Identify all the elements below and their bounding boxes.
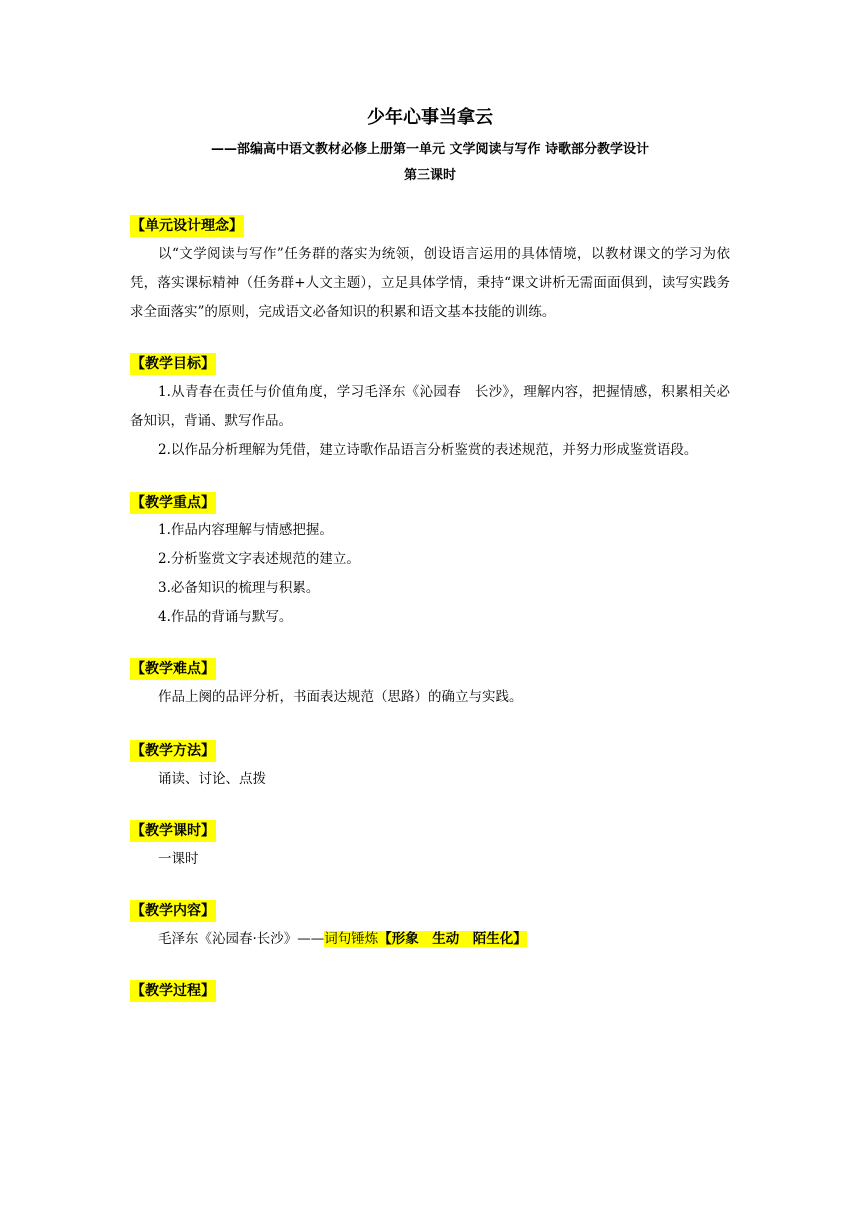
section-heading-hours: 【教学课时】 — [130, 820, 216, 842]
concept-paragraph: 以“文学阅读与写作”任务群的落实为统领，创设语言运用的具体情境，以教材课文的学习为依凭，落实课标精神（任务群+人文主题），立足具体学情，秉持“课文讲析无需面面俱到，读写实践务求全面落实”的原则，完成语文必备知识的积累和语文基本技能的训练。 — [130, 246, 730, 320]
content-paragraph — [130, 925, 730, 954]
content-text-highlight: 词句锤炼 — [324, 931, 379, 947]
section-difficulties — [130, 658, 730, 712]
section-heading-difficulties: 【教学难点】 — [130, 658, 216, 680]
difficulties-paragraph: 作品上阕的品评分析，书面表达规范（思路）的确立与实践。 — [158, 689, 523, 705]
content-text-bracket: 【形象 生动 陌生化】 — [378, 931, 527, 947]
key-point-item-4: 4.作品的背诵与默写。 — [158, 609, 293, 625]
section-content — [130, 900, 730, 954]
content-text-prefix: 毛泽东《沁园春·长沙》—— — [158, 931, 325, 947]
section-heading-content: 【教学内容】 — [130, 900, 216, 922]
methods-paragraph: 诵读、讨论、点拨 — [158, 771, 266, 787]
section-process — [130, 980, 730, 1002]
session-label: 第三课时 — [403, 168, 456, 183]
section-heading-goals: 【教学目标】 — [130, 353, 216, 375]
document-title: 少年心事当拿云 — [367, 107, 493, 128]
goal-item-2: 2.以作品分析理解为凭借，建立诗歌作品语言分析鉴赏的表述规范，并努力形成鉴赏语段。 — [158, 442, 698, 458]
document-subtitle: ——部编高中语文教材必修上册第一单元 文学阅读与写作 诗歌部分教学设计 — [210, 142, 650, 157]
section-heading-key-points: 【教学重点】 — [130, 492, 216, 514]
section-heading-process: 【教学过程】 — [130, 980, 216, 1002]
section-hours — [130, 820, 730, 874]
section-key-points — [130, 492, 730, 632]
section-concept — [130, 215, 730, 327]
document-page — [130, 104, 730, 1002]
section-heading-methods: 【教学方法】 — [130, 740, 216, 762]
key-point-item-3: 3.必备知识的梳理与积累。 — [158, 580, 320, 596]
section-methods — [130, 740, 730, 794]
hours-paragraph: 一课时 — [158, 851, 199, 867]
section-heading-concept: 【单元设计理念】 — [130, 215, 244, 237]
goal-item-1: 1.从青春在责任与价值角度，学习毛泽东《沁园春 长沙》，理解内容，把握情感，积累相关必备知识，背诵、默写作品。 — [130, 384, 730, 429]
key-point-item-2: 2.分析鉴赏文字表述规范的建立。 — [158, 551, 360, 567]
section-goals — [130, 353, 730, 465]
key-point-item-1: 1.作品内容理解与情感把握。 — [158, 522, 333, 538]
